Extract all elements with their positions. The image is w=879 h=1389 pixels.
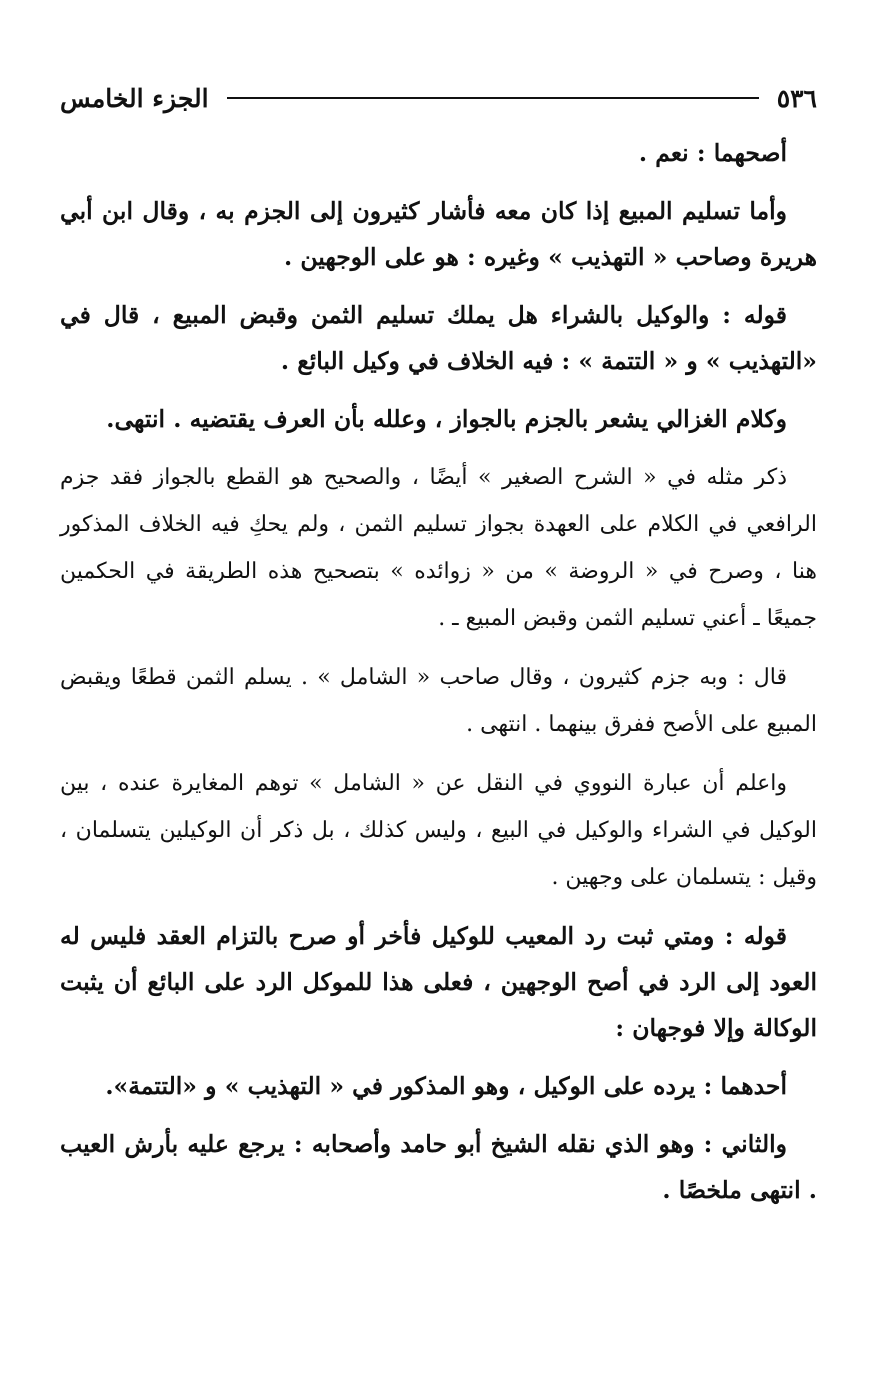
paragraph: قال : وبه جزم كثيرون ، وقال صاحب « الشامل » . يسلم الثمن قطعًا ويقبض المبيع على الأصح ففرق بينهما . انتهى . — [60, 665, 817, 737]
paragraph: قوله : ومتي ثبت رد المعيب للوكيل فأخر أو صرح بالتزام العقد فليس له العود إلى الرد في أصح الوجهين ، فعلى هذا للموكل الرد على البائع أن يثبت الوكالة وإلا فوجهان : — [60, 922, 817, 1042]
paragraph: والثاني : وهو الذي نقله الشيخ أبو حامد وأصحابه : يرجع عليه بأرش العيب . انتهى ملخصًا . — [60, 1130, 817, 1204]
paragraph: قوله : والوكيل بالشراء هل يملك تسليم الثمن وقبض المبيع ، قال في «التهذيب » و « التتمة » : فيه الخلاف في وكيل البائع . — [60, 301, 817, 375]
volume-title: الجزء الخامس — [60, 83, 209, 113]
paragraph: ذكر مثله في « الشرح الصغير » أيضًا ، والصحيح هو القطع بالجواز فقد جزم الرافعي في الكلام على العهدة بجواز تسليم الثمن ، ولم يحكِ فيه الخلاف المذكور هنا ، وصرح في « الروضة » من « زوائده » بتصحيح هذه الطريقة في الحكمين جميعًا ـ أعني تسليم الثمن وقبض المبيع ـ . — [60, 465, 817, 631]
paragraph: وأما تسليم المبيع إذا كان معه فأشار كثيرون إلى الجزم به ، وقال ابن أبي هريرة وصاحب « التهذيب » وغيره : هو على الوجهين . — [60, 197, 817, 271]
running-header — [60, 78, 817, 118]
paragraph: وكلام الغزالي يشعر بالجزم بالجواز ، وعلله بأن العرف يقتضيه . انتهى. — [106, 405, 787, 433]
body-text — [60, 130, 817, 1225]
header-rule — [227, 97, 759, 99]
paragraph: واعلم أن عبارة النووي في النقل عن « الشامل » توهم المغايرة عنده ، بين الوكيل في الشراء والوكيل في البيع ، وليس كذلك ، بل ذكر أن الوكيلين يتسلمان ، وقيل : يتسلمان على وجهين . — [60, 771, 817, 890]
page-number: ٥٣٦ — [776, 83, 817, 113]
paragraph: أحدهما : يرده على الوكيل ، وهو المذكور في « التهذيب » و «التتمة». — [105, 1072, 787, 1100]
paragraph: أصحهما : نعم . — [638, 139, 787, 167]
